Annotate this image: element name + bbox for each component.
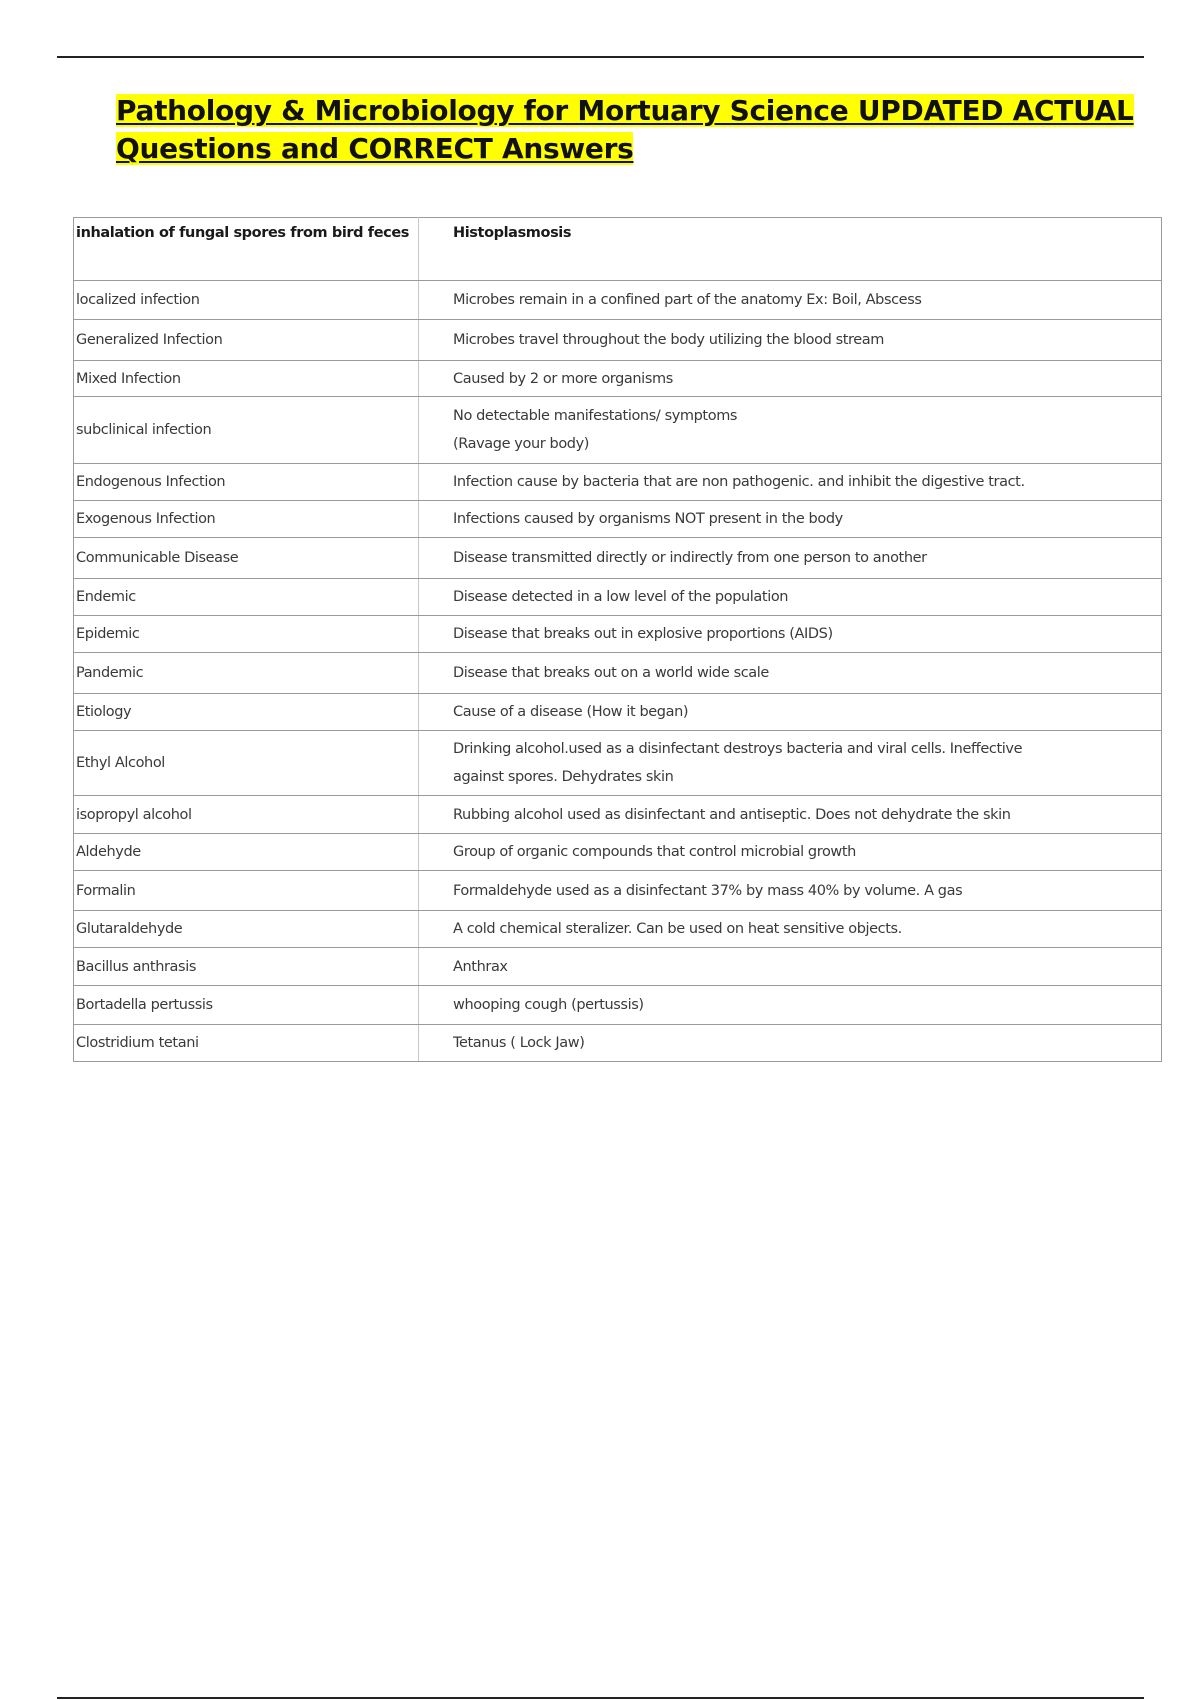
table-row — [74, 694, 1162, 731]
table-row — [74, 911, 1162, 948]
table-row — [74, 464, 1162, 501]
term-cell: inhalation of fungal spores from bird feces — [74, 218, 419, 281]
title-line-1: Pathology & Microbiology for Mortuary Science UPDATED ACTUAL — [116, 94, 1134, 127]
table-row — [74, 986, 1162, 1025]
term-cell: Ethyl Alcohol — [74, 731, 419, 796]
term-cell: subclinical infection — [74, 397, 419, 464]
table-row — [74, 653, 1162, 694]
term-cell: Glutaraldehyde — [74, 911, 419, 948]
table-row — [74, 501, 1162, 538]
definition-line: (Ravage your body) — [453, 436, 590, 452]
table-row — [74, 218, 1162, 281]
definition-cell: Caused by 2 or more organisms — [419, 361, 1162, 397]
definition-cell: whooping cough (pertussis) — [419, 986, 1162, 1025]
definition-cell: Infection cause by bacteria that are non pathogenic. and inhibit the digestive tract. — [419, 464, 1162, 501]
definition-cell: Histoplasmosis — [419, 218, 1162, 281]
table-row — [74, 948, 1162, 986]
table-row — [74, 361, 1162, 397]
table-row — [74, 796, 1162, 834]
definition-cell: Tetanus ( Lock Jaw) — [419, 1025, 1162, 1062]
definition-cell: Formaldehyde used as a disinfectant 37% by mass 40% by volume. A gas — [419, 871, 1162, 911]
table-row — [74, 731, 1162, 796]
table-row — [74, 1025, 1162, 1062]
bottom-rule — [57, 1697, 1144, 1699]
definition-cell: Disease that breaks out on a world wide scale — [419, 653, 1162, 694]
definition-cell: Rubbing alcohol used as disinfectant and antiseptic. Does not dehydrate the skin — [419, 796, 1162, 834]
term-cell: Exogenous Infection — [74, 501, 419, 538]
term-cell: Aldehyde — [74, 834, 419, 871]
definition-line: Drinking alcohol.used as a disinfectant destroys bacteria and viral cells. Ineffective — [453, 741, 1023, 757]
table-row — [74, 579, 1162, 616]
definition-cell — [419, 731, 1162, 796]
definition-cell: A cold chemical steralizer. Can be used on heat sensitive objects. — [419, 911, 1162, 948]
definition-cell: Anthrax — [419, 948, 1162, 986]
definition-cell: Microbes remain in a confined part of the anatomy Ex: Boil, Abscess — [419, 281, 1162, 320]
title-line-2: Questions and CORRECT Answers — [116, 132, 634, 165]
definition-cell: Disease detected in a low level of the population — [419, 579, 1162, 616]
term-cell: Clostridium tetani — [74, 1025, 419, 1062]
definition-cell: Microbes travel throughout the body utilizing the blood stream — [419, 320, 1162, 361]
term-cell: Bortadella pertussis — [74, 986, 419, 1025]
table-row — [74, 281, 1162, 320]
definition-cell: Infections caused by organisms NOT present in the body — [419, 501, 1162, 538]
definition-line: No detectable manifestations/ symptoms — [453, 408, 738, 424]
definition-cell: Disease transmitted directly or indirectly from one person to another — [419, 538, 1162, 579]
term-cell: Pandemic — [74, 653, 419, 694]
qa-table — [73, 217, 1162, 1062]
term-cell: Endogenous Infection — [74, 464, 419, 501]
table-row — [74, 871, 1162, 911]
definition-cell: Group of organic compounds that control microbial growth — [419, 834, 1162, 871]
definition-line: against spores. Dehydrates skin — [453, 769, 674, 785]
table-row — [74, 834, 1162, 871]
term-cell: Etiology — [74, 694, 419, 731]
top-rule — [57, 56, 1144, 58]
table-row — [74, 616, 1162, 653]
table-row — [74, 538, 1162, 579]
definition-cell: Disease that breaks out in explosive proportions (AIDS) — [419, 616, 1162, 653]
term-cell: Communicable Disease — [74, 538, 419, 579]
document-title — [116, 92, 1156, 168]
term-cell: Mixed Infection — [74, 361, 419, 397]
term-cell: Endemic — [74, 579, 419, 616]
term-cell: isopropyl alcohol — [74, 796, 419, 834]
table-row — [74, 397, 1162, 464]
table-row — [74, 320, 1162, 361]
term-cell: localized infection — [74, 281, 419, 320]
definition-cell — [419, 397, 1162, 464]
term-cell: Bacillus anthrasis — [74, 948, 419, 986]
term-cell: Formalin — [74, 871, 419, 911]
term-cell: Generalized Infection — [74, 320, 419, 361]
definition-cell: Cause of a disease (How it began) — [419, 694, 1162, 731]
term-cell: Epidemic — [74, 616, 419, 653]
